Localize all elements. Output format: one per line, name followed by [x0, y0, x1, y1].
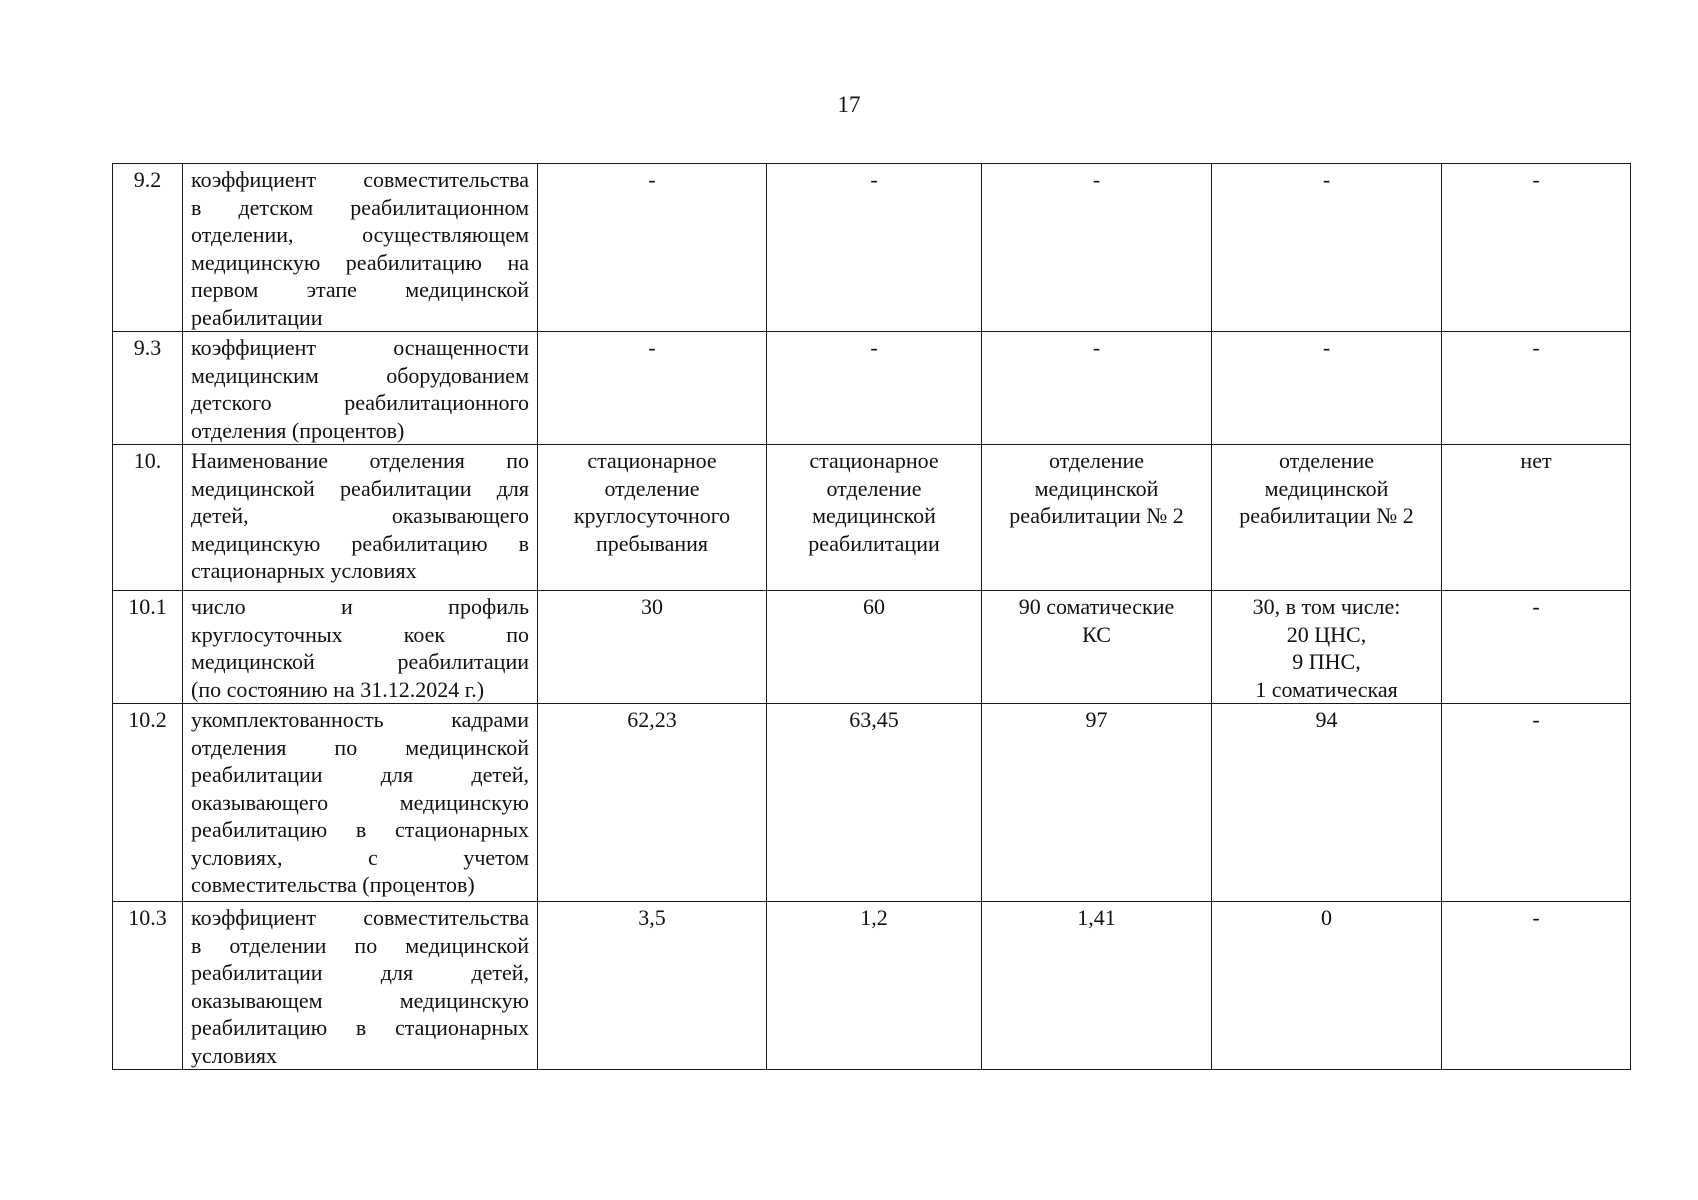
table-row — [113, 902, 1631, 1070]
indicator-description — [183, 704, 538, 902]
value-cell-col-2 — [767, 332, 982, 445]
table-row — [113, 704, 1631, 902]
description-line: (по состоянию на 31.12.2024 г.) — [191, 676, 485, 702]
description-line: коэффициент совместительства — [191, 167, 529, 192]
value-cell-col-4 — [1212, 591, 1442, 704]
value-line: - — [1532, 594, 1540, 619]
row-number: 9.2 — [113, 164, 183, 332]
value-line: реабилитации № 2 — [1009, 503, 1184, 528]
value-line: - — [1532, 335, 1540, 360]
table-row — [113, 591, 1631, 704]
value-line: стационарное — [809, 448, 939, 473]
value-cell-col-2 — [767, 902, 982, 1070]
value-cell-col-3 — [982, 164, 1212, 332]
value-line: 1,2 — [860, 905, 888, 930]
value-line: КС — [1082, 621, 1111, 647]
description-line: реабилитации для детей, — [191, 960, 529, 985]
value-cell-col-1 — [538, 902, 767, 1070]
value-cell-col-2 — [767, 445, 982, 591]
value-line: - — [870, 167, 878, 192]
value-cell-col-2 — [767, 164, 982, 332]
value-cell-col-4 — [1212, 445, 1442, 591]
description-line: совместительства (процентов) — [191, 872, 475, 897]
row-number: 10.1 — [113, 591, 183, 704]
table-body — [113, 164, 1631, 1070]
value-cell-col-1 — [538, 332, 767, 445]
value-line: - — [1322, 335, 1331, 360]
description-line: медицинскую реабилитацию на — [191, 249, 529, 275]
description-line: медицинской реабилитации для — [191, 475, 529, 501]
description-line: медицинским оборудованием — [191, 362, 529, 388]
value-line: - — [648, 167, 656, 192]
value-line: отделение — [1278, 448, 1375, 473]
value-line: 30, в том числе: — [1252, 594, 1401, 619]
description-line: условиях, с учетом — [191, 844, 529, 870]
description-line: число и профиль — [191, 594, 529, 619]
value-cell-col-5 — [1442, 445, 1631, 591]
value-line: 3,5 — [638, 905, 666, 930]
value-line: медицинской — [1264, 475, 1389, 501]
table-row — [113, 164, 1631, 332]
value-line: - — [1532, 167, 1540, 192]
description-line: условиях — [191, 1042, 278, 1068]
value-cell-col-1 — [538, 704, 767, 902]
description-line: реабилитации для детей, — [191, 762, 529, 787]
value-line: - — [1322, 167, 1331, 192]
indicator-description — [183, 902, 538, 1070]
value-line: - — [1532, 905, 1540, 930]
description-line: первом этапе медицинской — [191, 277, 529, 302]
value-line: - — [648, 335, 656, 360]
indicator-description — [183, 332, 538, 445]
value-line: - — [870, 335, 878, 360]
description-line: отделения (процентов) — [191, 417, 405, 443]
description-line: детского реабилитационного — [191, 390, 529, 415]
value-line: 90 соматические — [1018, 594, 1175, 619]
row-number: 10.2 — [113, 704, 183, 902]
value-cell-col-2 — [767, 704, 982, 902]
value-cell-col-5 — [1442, 591, 1631, 704]
indicator-description — [183, 164, 538, 332]
value-line: - — [1092, 335, 1101, 360]
value-cell-col-5 — [1442, 164, 1631, 332]
description-line: отделении, осуществляющем — [191, 222, 529, 247]
value-line: круглосуточного — [573, 503, 731, 528]
description-line: круглосуточных коек по — [191, 621, 529, 647]
value-cell-col-2 — [767, 591, 982, 704]
page-number: 17 — [837, 92, 861, 117]
value-cell-col-3 — [982, 902, 1212, 1070]
value-line: 1 соматическая — [1255, 676, 1398, 702]
value-line: реабилитации № 2 — [1239, 503, 1414, 528]
value-cell-col-5 — [1442, 332, 1631, 445]
indicator-description — [183, 445, 538, 591]
description-line: медицинской реабилитации — [191, 649, 529, 674]
description-line: медицинскую реабилитацию в — [191, 530, 529, 556]
value-cell-col-4 — [1212, 704, 1442, 902]
description-line: коэффициент совместительства — [191, 905, 529, 930]
value-line: 60 — [863, 594, 885, 619]
value-line: медицинской — [1034, 475, 1159, 501]
value-line: отделение — [604, 475, 700, 501]
description-line: реабилитацию в стационарных — [191, 817, 529, 842]
value-cell-col-4 — [1212, 164, 1442, 332]
value-line: 94 — [1315, 707, 1338, 732]
value-line: 20 ЦНС, — [1286, 621, 1367, 647]
table-row — [113, 332, 1631, 445]
row-number: 9.3 — [113, 332, 183, 445]
description-line: отделения по медицинской — [191, 734, 529, 760]
value-cell-col-1 — [538, 164, 767, 332]
description-line: оказывающем медицинскую — [191, 987, 529, 1013]
description-line: оказывающего медицинскую — [191, 789, 529, 815]
value-cell-col-3 — [982, 445, 1212, 591]
value-line: медицинской — [812, 503, 936, 528]
row-number: 10.3 — [113, 902, 183, 1070]
value-cell-col-5 — [1442, 704, 1631, 902]
value-line: 97 — [1085, 707, 1108, 732]
value-line: 30 — [641, 594, 663, 619]
indicators-table — [112, 163, 1631, 1070]
value-line: стационарное — [587, 448, 717, 473]
description-line: в отделении по медицинской — [191, 932, 529, 958]
description-line: детей, оказывающего — [191, 503, 529, 528]
value-cell-col-5 — [1442, 902, 1631, 1070]
value-line: - — [1532, 707, 1540, 732]
value-line: 62,23 — [627, 707, 677, 732]
description-line: в детском реабилитационном — [191, 194, 529, 220]
indicator-description — [183, 591, 538, 704]
value-line: отделение — [1048, 448, 1145, 473]
value-line: отделение — [826, 475, 922, 501]
value-line: 9 ПНС, — [1292, 649, 1361, 674]
value-cell-col-3 — [982, 332, 1212, 445]
description-line: укомплектованность кадрами — [191, 707, 529, 732]
value-line: реабилитации — [808, 530, 940, 556]
description-line: стационарных условиях — [191, 558, 417, 583]
row-number: 10. — [113, 445, 183, 591]
value-cell-col-1 — [538, 445, 767, 591]
value-line: 1,41 — [1077, 905, 1116, 930]
value-line: нет — [1520, 448, 1552, 473]
description-line: реабилитации — [191, 304, 323, 330]
description-line: реабилитацию в стационарных — [191, 1015, 529, 1040]
value-line: 63,45 — [849, 707, 899, 732]
description-line: коэффициент оснащенности — [191, 335, 529, 360]
value-cell-col-3 — [982, 591, 1212, 704]
table-row — [113, 445, 1631, 591]
value-line: - — [1092, 167, 1101, 192]
value-cell-col-4 — [1212, 332, 1442, 445]
value-cell-col-1 — [538, 591, 767, 704]
value-line: 0 — [1321, 905, 1332, 930]
value-cell-col-3 — [982, 704, 1212, 902]
value-line: пребывания — [595, 530, 709, 556]
value-cell-col-4 — [1212, 902, 1442, 1070]
description-line: Наименование отделения по — [191, 448, 529, 473]
